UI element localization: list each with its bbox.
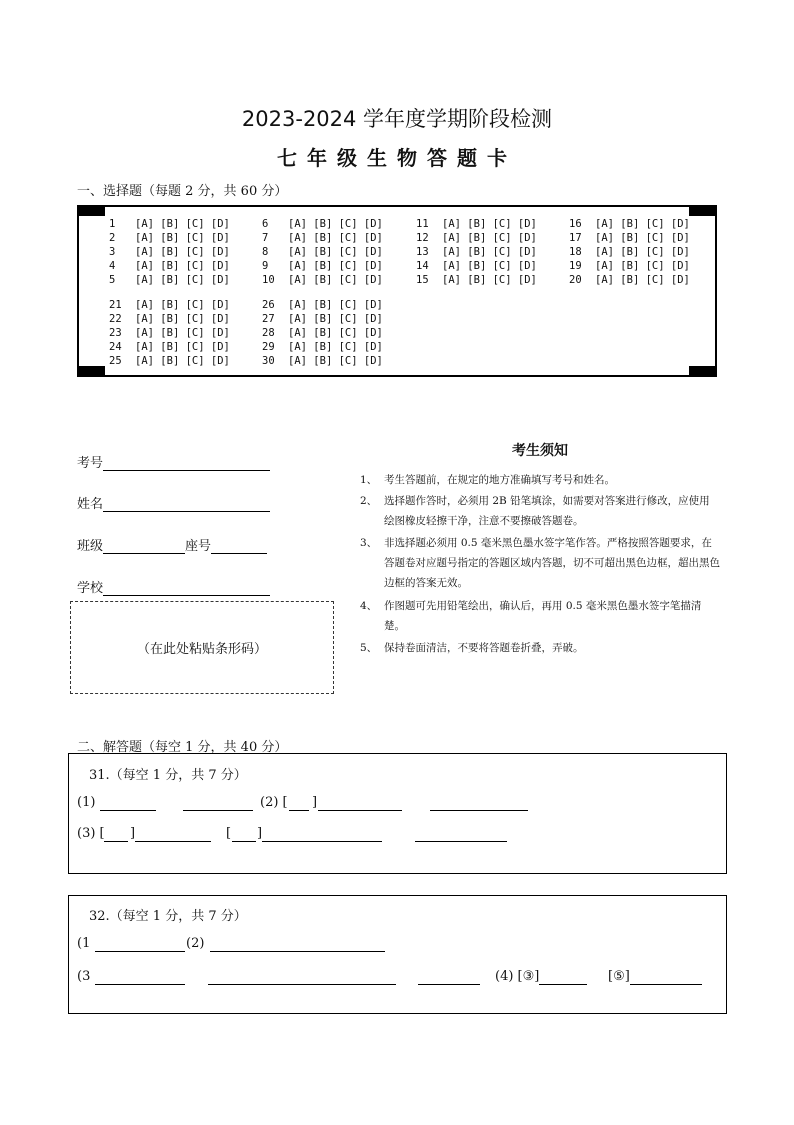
mc-question-row <box>109 273 230 287</box>
mc-option[interactable]: [C] <box>492 246 518 258</box>
mc-question-number: 6 <box>262 218 269 230</box>
mc-option[interactable]: [B] <box>313 232 339 244</box>
mc-question-row <box>109 245 230 259</box>
mc-option[interactable]: [B] <box>467 246 493 258</box>
mc-option[interactable]: [A] <box>288 313 314 325</box>
mc-question-number: 8 <box>262 246 269 258</box>
question-31-box <box>68 753 727 874</box>
q31-bracket-close: ] <box>312 795 318 810</box>
mc-option[interactable]: [B] <box>160 246 186 258</box>
mc-option[interactable]: [A] <box>595 260 621 272</box>
mc-option[interactable]: [C] <box>645 260 671 272</box>
q31-label-2: (2) [ <box>260 795 288 810</box>
mc-option[interactable]: [C] <box>645 274 671 286</box>
notice-text: 考生答题前，在规定的地方准确填写考号和姓名。 <box>384 474 615 486</box>
notice-item <box>360 533 720 593</box>
mc-question-number: 7 <box>262 232 269 244</box>
mc-option[interactable]: [B] <box>467 274 493 286</box>
mc-option[interactable]: [B] <box>467 260 493 272</box>
mc-question-row <box>262 340 383 354</box>
mc-option[interactable]: [C] <box>185 274 211 286</box>
mc-option[interactable]: [D] <box>210 299 230 311</box>
mc-option[interactable]: [D] <box>210 313 230 325</box>
mc-option[interactable]: [A] <box>135 232 161 244</box>
mc-option[interactable]: [C] <box>492 260 518 272</box>
notice-item <box>360 638 720 658</box>
mc-question-row <box>569 231 690 245</box>
mc-option[interactable]: [B] <box>160 327 186 339</box>
q32-label-5: [⑤] <box>608 969 630 984</box>
mc-option[interactable]: [C] <box>185 218 211 230</box>
notice-num: 4、 <box>360 600 378 612</box>
mc-option[interactable]: [D] <box>210 274 230 286</box>
mc-option[interactable]: [B] <box>160 232 186 244</box>
mc-option[interactable]: [B] <box>160 274 186 286</box>
mc-option[interactable]: [D] <box>363 327 383 339</box>
mc-option[interactable]: [B] <box>160 341 186 353</box>
mc-question-number: 15 <box>416 274 429 286</box>
mc-question-number: 5 <box>109 274 116 286</box>
q31-bracket-close: ] <box>130 826 136 841</box>
mc-option[interactable]: [A] <box>288 260 314 272</box>
barcode-label: （在此处粘贴条形码） <box>136 642 267 657</box>
q31-blank[interactable] <box>135 841 211 842</box>
mc-option[interactable]: [B] <box>313 260 339 272</box>
mc-question-row <box>262 326 383 340</box>
q32-blank[interactable] <box>95 984 185 985</box>
mc-question-number: 30 <box>262 355 275 367</box>
mc-option[interactable]: [D] <box>210 218 230 230</box>
corner-mark <box>689 205 717 216</box>
mc-question-row <box>262 354 383 368</box>
mc-question-row <box>109 259 230 273</box>
mc-option[interactable]: [B] <box>313 355 339 367</box>
q32-label-2: (2) <box>186 936 205 951</box>
mc-option[interactable]: [C] <box>338 232 364 244</box>
mc-option[interactable]: [A] <box>135 260 161 272</box>
mc-question-number: 27 <box>262 313 275 325</box>
mc-option[interactable]: [B] <box>160 299 186 311</box>
class-label: 班级 <box>77 539 104 554</box>
mc-option[interactable]: [A] <box>288 355 314 367</box>
question-31-title: 31.（每空 1 分，共 7 分） <box>89 768 247 783</box>
mc-question-row <box>569 259 690 273</box>
mc-option[interactable]: [C] <box>338 355 364 367</box>
name-label: 姓名 <box>77 497 104 512</box>
q32-blank[interactable] <box>418 984 480 985</box>
mc-option[interactable]: [B] <box>620 260 646 272</box>
mc-option[interactable]: [C] <box>492 218 518 230</box>
mc-option[interactable]: [C] <box>645 232 671 244</box>
notice-text: 保持卷面清洁，不要将答题卷折叠，弄破。 <box>384 642 584 654</box>
mc-question-row <box>416 231 537 245</box>
mc-option[interactable]: [D] <box>210 246 230 258</box>
notice-num: 1、 <box>360 474 378 486</box>
notice-item <box>360 470 720 490</box>
mc-option[interactable]: [D] <box>517 218 537 230</box>
notice-item <box>360 491 720 531</box>
mc-question-row <box>109 340 230 354</box>
mc-option[interactable]: [D] <box>363 274 383 286</box>
mc-option[interactable]: [B] <box>160 313 186 325</box>
q31-label-1: (1) <box>77 795 96 810</box>
section2-label: 二、解答题（每空 1 分，共 40 分） <box>77 740 288 755</box>
mc-option[interactable]: [C] <box>338 260 364 272</box>
mc-option[interactable]: [D] <box>670 232 690 244</box>
mc-option[interactable]: [D] <box>517 246 537 258</box>
notice-text: 选择题作答时，必须用 2B 铅笔填涂，如需要对答案进行修改，应使用绘图橡皮轻擦干净，注意不要擦破答题卷。 <box>384 495 710 527</box>
mc-question-row <box>416 273 537 287</box>
q31-bracket-blank[interactable] <box>289 810 309 811</box>
q31-blank[interactable] <box>262 841 382 842</box>
mc-option[interactable]: [A] <box>442 232 468 244</box>
mc-question-number: 21 <box>109 299 122 311</box>
section1-label: 一、选择题（每题 2 分，共 60 分） <box>77 184 288 199</box>
mc-question-number: 1 <box>109 218 116 230</box>
mc-option[interactable]: [A] <box>442 246 468 258</box>
mc-question-number: 2 <box>109 232 116 244</box>
mc-option[interactable]: [C] <box>338 274 364 286</box>
q31-bracket-blank[interactable] <box>232 841 256 842</box>
q32-blank[interactable] <box>208 984 396 985</box>
seat-line[interactable] <box>211 540 267 554</box>
mc-option[interactable]: [D] <box>363 246 383 258</box>
corner-mark <box>689 366 717 377</box>
mc-option[interactable]: [B] <box>620 218 646 230</box>
q31-bracket-blank[interactable] <box>104 841 128 842</box>
q32-blank[interactable] <box>630 984 702 985</box>
mc-question-number: 13 <box>416 246 429 258</box>
mc-question-number: 19 <box>569 260 582 272</box>
mc-option[interactable]: [D] <box>210 260 230 272</box>
mc-option[interactable]: [D] <box>210 327 230 339</box>
page-title: 2023-2024 学年度学期阶段检测 <box>241 107 553 131</box>
mc-option[interactable]: [C] <box>338 341 364 353</box>
school-line[interactable] <box>103 582 270 596</box>
notice-text: 非选择题必须用 0.5 毫米黑色墨水签字笔作答。严格按照答题要求，在答题卷对应题号指定的答题区域内答题，切不可超出黑色边框，超出黑色边框的答案无效。 <box>384 537 720 589</box>
mc-question-row <box>416 217 537 231</box>
mc-option[interactable]: [C] <box>185 355 211 367</box>
question-32-box <box>68 895 727 1014</box>
mc-option[interactable]: [A] <box>135 299 161 311</box>
q32-blank[interactable] <box>95 951 185 952</box>
mc-option[interactable]: [B] <box>313 327 339 339</box>
q31-bracket-open: [ <box>226 826 232 841</box>
mc-option[interactable]: [B] <box>313 341 339 353</box>
name-line[interactable] <box>103 498 270 512</box>
mc-option[interactable]: [A] <box>135 327 161 339</box>
corner-mark <box>77 366 105 377</box>
seat-label: 座号 <box>185 539 212 554</box>
mc-option[interactable]: [B] <box>313 313 339 325</box>
mc-option[interactable]: [C] <box>185 260 211 272</box>
q31-blank[interactable] <box>318 810 402 811</box>
mc-question-row <box>109 298 230 312</box>
q31-blank[interactable] <box>100 810 156 811</box>
mc-option[interactable]: [B] <box>160 355 186 367</box>
mc-option[interactable]: [B] <box>313 299 339 311</box>
q31-blank[interactable] <box>430 810 528 811</box>
mc-option[interactable]: [C] <box>645 218 671 230</box>
mc-option[interactable]: [A] <box>442 260 468 272</box>
class-seat-field[interactable] <box>77 535 267 554</box>
mc-option[interactable]: [A] <box>135 355 161 367</box>
school-label: 学校 <box>77 581 104 596</box>
exam-number-field[interactable] <box>77 452 270 471</box>
notice-title: 考生须知 <box>512 443 568 459</box>
corner-mark <box>77 205 105 216</box>
mc-question-row <box>109 217 230 231</box>
name-field[interactable] <box>77 493 270 512</box>
mc-option[interactable]: [A] <box>288 246 314 258</box>
mc-option[interactable]: [C] <box>338 313 364 325</box>
mc-option[interactable]: [D] <box>363 218 383 230</box>
mc-question-number: 25 <box>109 355 122 367</box>
q32-label-1: (1 <box>77 936 91 951</box>
mc-option[interactable]: [A] <box>135 313 161 325</box>
mc-option[interactable]: [A] <box>288 299 314 311</box>
mc-question-number: 16 <box>569 218 582 230</box>
mc-option[interactable]: [C] <box>338 327 364 339</box>
mc-question-row <box>569 245 690 259</box>
mc-option[interactable]: [D] <box>517 232 537 244</box>
mc-option[interactable]: [D] <box>210 355 230 367</box>
mc-option[interactable]: [A] <box>288 327 314 339</box>
mc-question-number: 28 <box>262 327 275 339</box>
mc-option[interactable]: [D] <box>363 355 383 367</box>
mc-question-number: 17 <box>569 232 582 244</box>
mc-question-row <box>109 326 230 340</box>
mc-option[interactable]: [D] <box>363 260 383 272</box>
mc-option[interactable]: [D] <box>670 274 690 286</box>
mc-option[interactable]: [B] <box>160 218 186 230</box>
mc-option[interactable]: [A] <box>135 218 161 230</box>
mc-option[interactable]: [B] <box>313 274 339 286</box>
mc-question-row <box>262 217 383 231</box>
mc-option[interactable]: [D] <box>210 232 230 244</box>
mc-option[interactable]: [A] <box>288 341 314 353</box>
mc-option[interactable]: [C] <box>338 218 364 230</box>
mc-option[interactable]: [A] <box>135 341 161 353</box>
exam-number-label: 考号 <box>77 456 104 471</box>
mc-option[interactable]: [B] <box>620 232 646 244</box>
mc-option[interactable]: [D] <box>670 260 690 272</box>
mc-option[interactable]: [C] <box>185 246 211 258</box>
q31-bracket-close: ] <box>257 826 263 841</box>
mc-question-number: 11 <box>416 218 429 230</box>
mc-option[interactable]: [A] <box>595 218 621 230</box>
mc-question-number: 12 <box>416 232 429 244</box>
mc-option[interactable]: [C] <box>185 232 211 244</box>
mc-question-row <box>416 259 537 273</box>
mc-option[interactable]: [A] <box>288 232 314 244</box>
mc-question-number: 10 <box>262 274 275 286</box>
mc-question-number: 14 <box>416 260 429 272</box>
mc-question-row <box>262 231 383 245</box>
mc-option[interactable]: [C] <box>338 299 364 311</box>
school-field[interactable] <box>77 577 270 596</box>
mc-question-row <box>262 298 383 312</box>
mc-question-row <box>109 354 230 368</box>
mc-question-row <box>569 273 690 287</box>
class-line[interactable] <box>103 540 185 554</box>
mc-question-row <box>262 273 383 287</box>
mc-question-number: 20 <box>569 274 582 286</box>
mc-option[interactable]: [D] <box>363 313 383 325</box>
mc-question-number: 24 <box>109 341 122 353</box>
mc-option[interactable]: [A] <box>288 274 314 286</box>
mc-question-number: 4 <box>109 260 116 272</box>
mc-option[interactable]: [C] <box>185 341 211 353</box>
notice-item <box>360 596 720 636</box>
mc-question-row <box>262 312 383 326</box>
mc-option[interactable]: [A] <box>135 274 161 286</box>
q32-blank[interactable] <box>210 951 385 952</box>
mc-option[interactable]: [D] <box>517 260 537 272</box>
mc-option[interactable]: [C] <box>185 313 211 325</box>
exam-number-line[interactable] <box>103 457 270 471</box>
mc-option[interactable]: [D] <box>363 232 383 244</box>
mc-option[interactable]: [A] <box>595 274 621 286</box>
mc-option[interactable]: [A] <box>442 218 468 230</box>
notice-num: 2、 <box>360 495 378 507</box>
mc-option[interactable]: [C] <box>338 246 364 258</box>
mc-option[interactable]: [D] <box>670 218 690 230</box>
mc-option[interactable]: [C] <box>492 232 518 244</box>
multiple-choice-box <box>77 205 717 377</box>
mc-question-number: 23 <box>109 327 122 339</box>
mc-option[interactable]: [B] <box>620 246 646 258</box>
mc-option[interactable]: [C] <box>645 246 671 258</box>
mc-question-row <box>416 245 537 259</box>
mc-option[interactable]: [B] <box>313 218 339 230</box>
mc-option[interactable]: [B] <box>467 232 493 244</box>
mc-question-number: 18 <box>569 246 582 258</box>
q31-blank[interactable] <box>415 841 507 842</box>
mc-option[interactable]: [D] <box>670 246 690 258</box>
q32-label-3: (3 <box>77 969 91 984</box>
mc-question-row <box>109 312 230 326</box>
mc-option[interactable]: [D] <box>210 341 230 353</box>
q31-label-3: (3) [ <box>77 826 105 841</box>
mc-option[interactable]: [C] <box>185 327 211 339</box>
mc-option[interactable]: [B] <box>620 274 646 286</box>
mc-option[interactable]: [A] <box>288 218 314 230</box>
mc-question-row <box>262 245 383 259</box>
mc-option[interactable]: [B] <box>467 218 493 230</box>
mc-option[interactable]: [D] <box>517 274 537 286</box>
mc-option[interactable]: [B] <box>313 246 339 258</box>
mc-option[interactable]: [B] <box>160 260 186 272</box>
notice-text: 作图题可先用铅笔绘出，确认后，再用 0.5 毫米黑色墨水签字笔描清楚。 <box>384 600 702 632</box>
barcode-area <box>70 601 334 694</box>
mc-question-number: 9 <box>262 260 269 272</box>
mc-option[interactable]: [C] <box>185 299 211 311</box>
mc-question-row <box>569 217 690 231</box>
mc-question-row <box>109 231 230 245</box>
mc-option[interactable]: [A] <box>595 246 621 258</box>
mc-question-number: 26 <box>262 299 275 311</box>
mc-option[interactable]: [D] <box>363 341 383 353</box>
notice-num: 5、 <box>360 642 378 654</box>
mc-question-number: 29 <box>262 341 275 353</box>
q32-label-4: (4) [③] <box>495 969 540 984</box>
notice-num: 3、 <box>360 537 378 549</box>
mc-option[interactable]: [A] <box>135 246 161 258</box>
mc-question-number: 3 <box>109 246 116 258</box>
mc-question-row <box>262 259 383 273</box>
mc-option[interactable]: [A] <box>595 232 621 244</box>
mc-question-number: 22 <box>109 313 122 325</box>
mc-option[interactable]: [C] <box>492 274 518 286</box>
q31-blank[interactable] <box>183 810 253 811</box>
question-32-title: 32.（每空 1 分，共 7 分） <box>89 909 247 924</box>
q32-blank[interactable] <box>539 984 587 985</box>
mc-option[interactable]: [D] <box>363 299 383 311</box>
page-subtitle: 七年级生物答题卡 <box>277 146 517 170</box>
mc-option[interactable]: [A] <box>442 274 468 286</box>
